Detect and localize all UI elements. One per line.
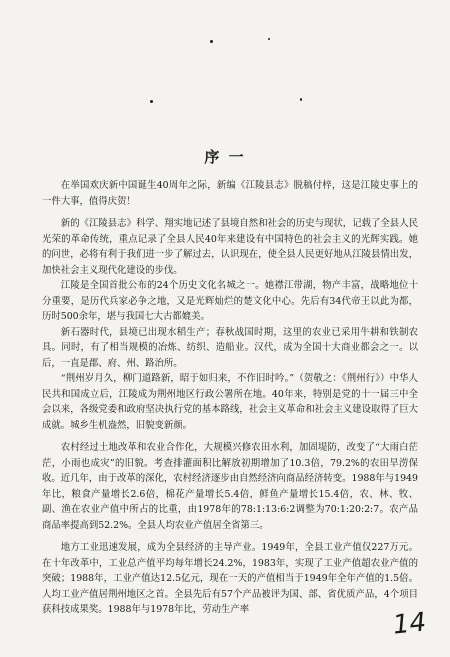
paragraph: 新石器时代，县境已出现水稻生产；春秋战国时期，这里的农业已采用牛耕和铁制农具。同时，有了相当规模的冶炼、纺织、造船业。汉代，成为全国十大商业都会之一。以后，一直是郡、府、州、路治所。 (42, 326, 418, 369)
scan-speck (300, 98, 302, 101)
page-title: 序 一 (204, 148, 246, 166)
paragraph: 农村经过土地改革和农业合作化，大规模兴修农田水利，加固堤防，改变了“大雨白茫茫，小雨也成灾”的旧貌。考查排灌面积比解放初期增加了10.3倍，79.2%的农田旱涝保收。近几年，由于改革的深化，农村经济逐步由自然经济向商品经济转变。1988年与1949年比，粮食产量增长2.6倍，棉花产量增长5.4倍，鲜鱼产量增长15.4倍，农、林、牧、副、渔在农业产值中所占的比重，由1978年的78:1:13:6:2调整为70:1:20:2:7。农产品商品率提高到52.2%。全县人均农业产值居全省第三。 (42, 442, 418, 531)
page-number: 14 (391, 607, 428, 641)
paragraph: 在举国欢庆新中国诞生40周年之际，新编《江陵县志》脱稿付梓，这是江陵史事上的一件大事，值得庆贺！ (42, 180, 418, 207)
preface-body (42, 178, 418, 618)
scan-speck (150, 100, 153, 103)
paragraph: 地方工业迅速发展，成为全县经济的主导产业。1949年，全县工业产值仅227万元。在十年改革中，工业总产值平均每年增长24.2%，1983年，实现了工业产值超农业产值的突破；1988年，工业产值达12.5亿元，现在一天的产值相当于1949年全年产值的1.5倍。人均工业产值居荆州地区之首。全县先后有57个产品被评为国、部、省优质产品，4个项目获科技成果奖。1988年与1978年比，劳动生产率 (42, 542, 418, 615)
scan-speck (210, 40, 213, 43)
scan-speck (268, 38, 270, 40)
paragraph: 新的《江陵县志》科学、翔实地记述了县境自然和社会的历史与现状，记载了全县人民光荣的革命传统，重点记录了全县人民40年来建设有中国特色的社会主义的光辉实践。她的问世，必将有利于我们进一步了解过去，认识现在，使全县人民更好地从江陵县情出发，加快社会主义现代化建设的步伐。 (42, 218, 418, 276)
paragraph: 江陵是全国首批公布的24个历史文化名城之一。她襟江带湖，物产丰富，战略地位十分重要，是历代兵家必争之地，又是光辉灿烂的楚文化中心。先后有34代帝王以此为都，历时500余年，堪与我国七大古都媲美。 (42, 280, 418, 322)
paragraph: “荆州岁月久，柳门道路新，昭于如归来，不作旧时吟。”（贺敬之：《荆州行》）中华人民共和国成立后，江陵成为荆州地区行政公署所在地。40年来，特别是党的十一届三中全会以来，各级党委和政府坚决执行党的基本路线，社会主义革命和社会主义建设取得了巨大成就。城乡生机盎然，旧貌变新颜。 (42, 373, 418, 431)
